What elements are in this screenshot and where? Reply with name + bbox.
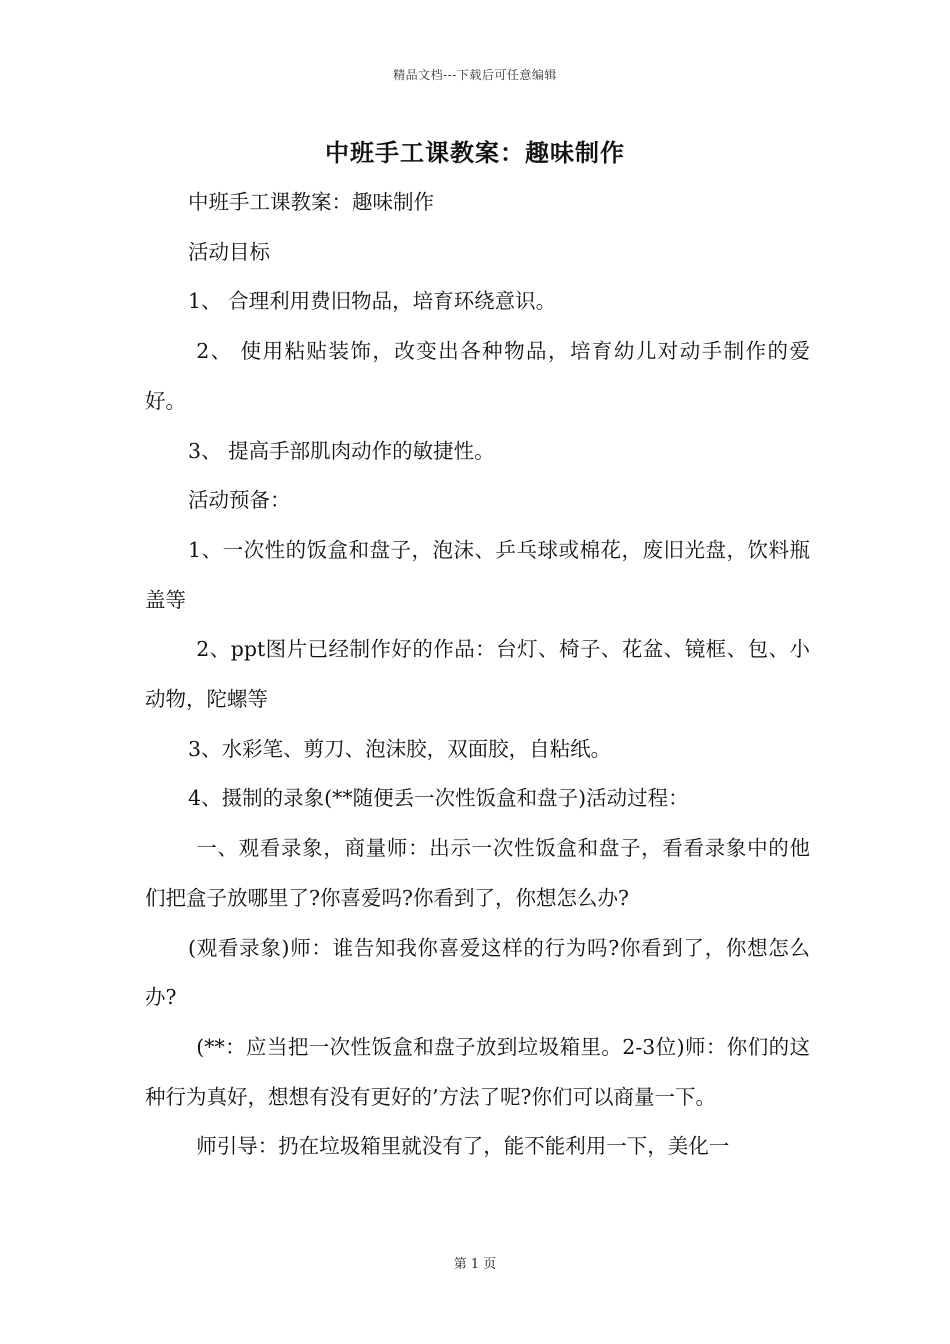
- paragraph: 一、观看录象，商量师：出示一次性饭盒和盘子，看看录象中的他们把盒子放哪里了?你喜爱吗?你看到了，你想怎么办?: [145, 836, 810, 910]
- paragraph: 2、 使用粘贴装饰，改变出各种物品，培育幼儿对动手制作的爱好。: [145, 339, 810, 413]
- paragraph: (**：应当把一次性饭盒和盘子放到垃圾箱里。2-3位)师：你们的这种行为真好，想想有没有更好的’方法了呢?你们可以商量一下。: [145, 1034, 810, 1109]
- paragraph: 活动目标: [188, 239, 271, 264]
- paragraph: 师引导：扔在垃圾箱里就没有了，能不能利用一下，美化一: [196, 1134, 730, 1159]
- page-number: 第 1 页: [453, 1257, 497, 1272]
- header-note: 精品文档---下载后可任意编辑: [393, 68, 557, 82]
- paragraph: 4、摄制的录象(**随便丢一次性饭盒和盘子)活动过程：: [188, 786, 689, 811]
- paragraph: 2、ppt图片已经制作好的作品：台灯、椅子、花盆、镜框、包、小动物，陀螺等: [145, 637, 810, 712]
- paragraph: 活动预备：: [188, 488, 291, 513]
- document-body: [145, 178, 810, 1172]
- paragraph: 1、一次性的饭盒和盘子，泡沫、乒乓球或棉花，废旧光盘，饮料瓶盖等: [145, 537, 810, 612]
- paragraph: 3、水彩笔、剪刀、泡沫胶，双面胶，自粘纸。: [188, 736, 612, 761]
- paragraph: 3、 提高手部肌肉动作的敏捷性。: [188, 438, 495, 463]
- paragraph: 1、 合理利用费旧物品，培育环绕意识。: [188, 289, 557, 314]
- document-title: 中班手工课教案：趣味制作: [325, 138, 625, 167]
- paragraph: (观看录象)师：谁告知我你喜爱这样的行为吗?你看到了，你想怎么办?: [145, 935, 810, 1010]
- paragraph: 中班手工课教案：趣味制作: [188, 190, 435, 214]
